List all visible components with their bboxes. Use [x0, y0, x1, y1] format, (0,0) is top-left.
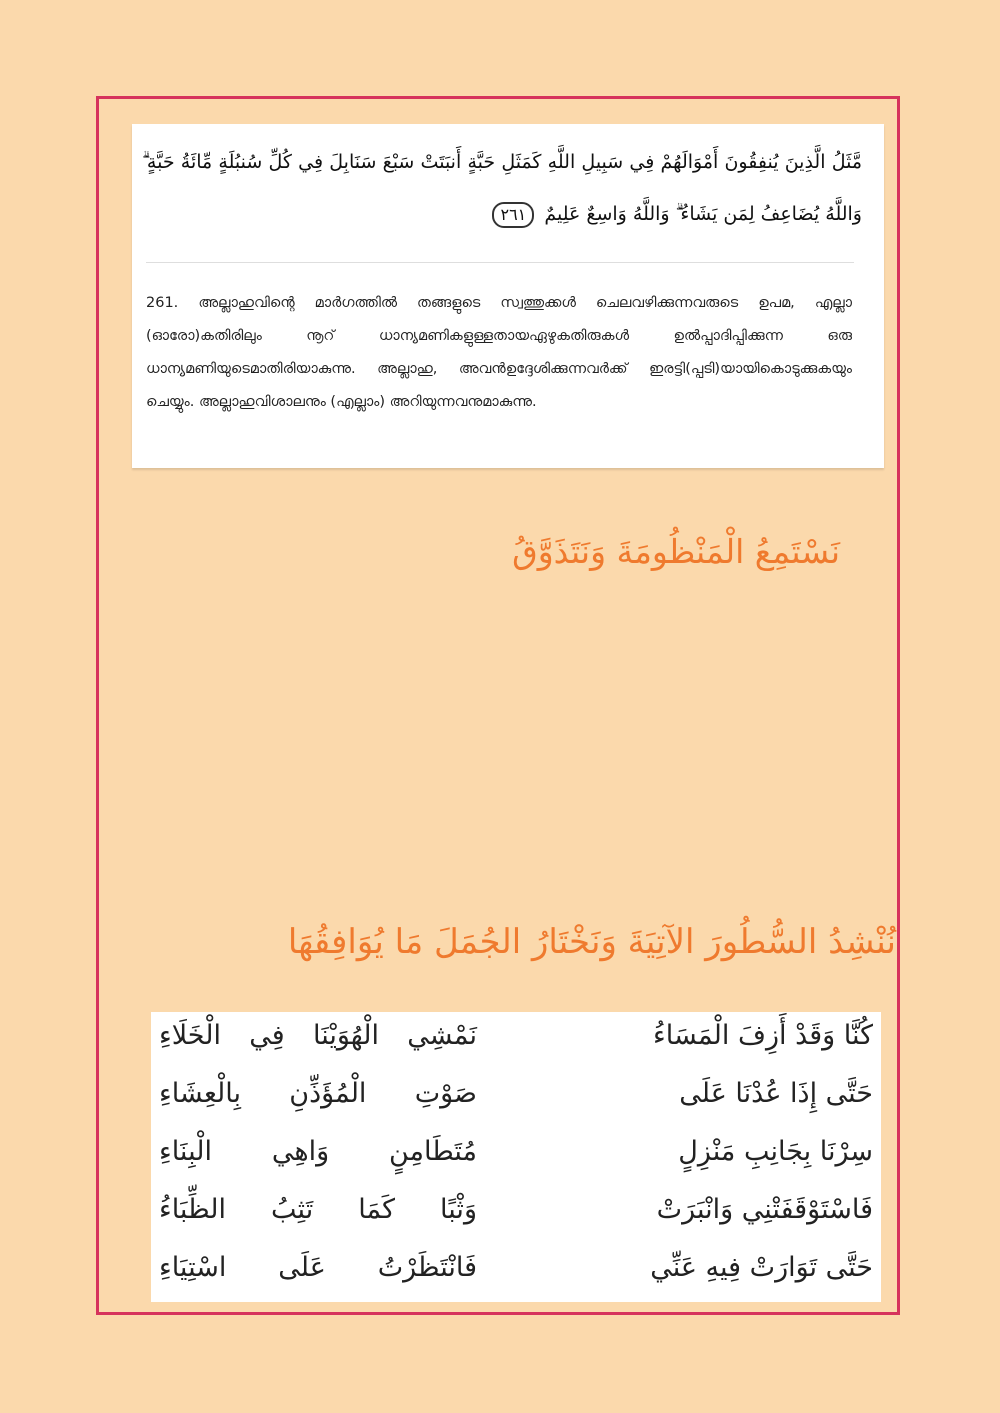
poem-first-hemistich: سِرْنَا بِجَانِبِ مَنْزِلٍ: [678, 1136, 873, 1167]
poem-second-hemistich: نَمْشِي الْهُوَيْنَا فِي الْخَلَاءِ: [159, 1020, 477, 1051]
poem-first-hemistich: فَاسْتَوْقَفَتْنِي وَانْبَرَتْ: [656, 1194, 873, 1225]
heading-listen: نَسْتَمِعُ الْمَنْظُومَةَ وَنَتَذَوَّقُ: [512, 532, 840, 571]
poem-second-hemistich: فَانْتَظَرْتُ عَلَى اسْتِيَاءِ: [159, 1252, 477, 1283]
poem-second-hemistich: صَوْتِ الْمُؤَذِّنِ بِالْعِشَاءِ: [159, 1078, 477, 1109]
poem-line: [151, 1070, 881, 1128]
poem-line: [151, 1244, 881, 1302]
poem-box: [151, 1012, 881, 1302]
ayah-number-marker: ٢٦١: [492, 202, 534, 228]
poem-line: [151, 1186, 881, 1244]
arabic-verse-text: مَّثَلُ الَّذِينَ يُنفِقُونَ أَمْوَالَهُمْ فِي سَبِيلِ اللَّهِ كَمَثَلِ حَبَّةٍ أَنبَتَتْ سَبْعَ سَنَابِلَ فِي كُلِّ سُنبُلَةٍ مِّائَةُ حَبَّةٍ ۗ وَاللَّهُ يُضَاعِفُ لِمَن يَشَاءُ ۗ وَاللَّهُ وَاسِعٌ عَلِيمٌ: [142, 151, 862, 225]
poem-line: [151, 1012, 881, 1070]
poem-second-hemistich: مُتَطَامِنٍ وَاهِي الْبِنَاءِ: [159, 1136, 477, 1167]
poem-line: [151, 1128, 881, 1186]
divider: [146, 262, 854, 263]
poem-first-hemistich: حَتَّى تَوَارَتْ فِيهِ عَنِّي: [650, 1252, 873, 1283]
heading-recite: نُنْشِدُ السُّطُورَ الآتِيَةَ وَنَخْتَارُ الجُمَلَ مَا يُوَافِقُهَا: [287, 922, 896, 962]
poem-first-hemistich: كُنَّا وَقَدْ أَزِفَ الْمَسَاءُ: [653, 1020, 873, 1051]
malayalam-translation: 261. അല്ലാഹുവിന്റെ മാര്‍ഗത്തില്‍ തങ്ങളുടെ സ്വത്തുക്കള്‍ ചെലവഴിക്കുന്നവരുടെ ഉപമ, എല്ലാ (ഓരോ)കതിരിലും നൂറ് ധാന്യമണികളുള്ളതായഏഴുകതിരുകള്‍ ഉല്‍പ്പാദിപ്പിക്കുന്ന ഒരു ധാന്യമണിയുടെമാതിരിയാകുന്നു. അല്ലാഹു, അവന്‍ഉദ്ദേശിക്കുന്നവര്‍ക്ക് ഇരട്ടി(പ്പടി)യായികൊടുക്കുകയും ചെയ്യും. അല്ലാഹുവിശാലനും (എല്ലാം) അറിയുന്നവനുമാകുന്നു.: [146, 295, 852, 410]
arabic-verse: [142, 136, 862, 240]
quran-verse-card: [132, 124, 884, 468]
poem-first-hemistich: حَتَّى إِذَا عُدْنَا عَلَى: [679, 1078, 873, 1109]
poem-second-hemistich: وَثْبًا كَمَا تَثِبُ الظِّبَاءُ: [159, 1194, 477, 1225]
